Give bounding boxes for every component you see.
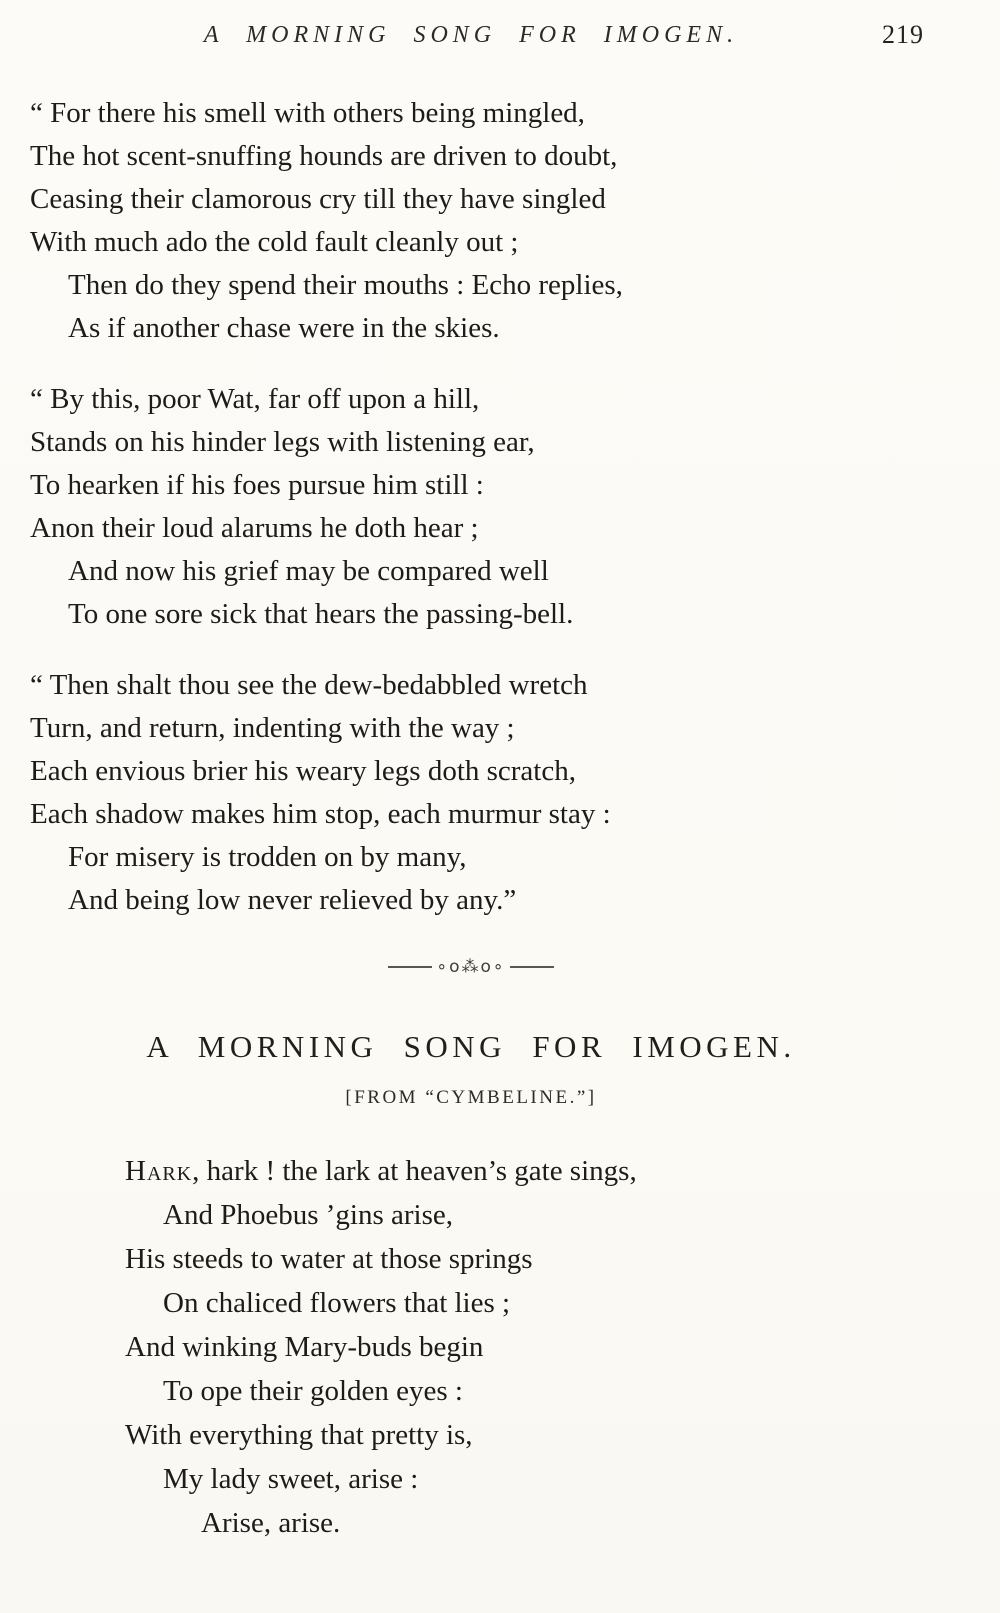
section-source-note: [FROM “CYMBELINE.”] <box>345 1087 597 1109</box>
stanza-2 <box>30 378 912 636</box>
poem-line: For misery is trodden on by many, <box>68 841 467 873</box>
poem-line: And being low never relieved by any.” <box>68 884 517 916</box>
poem-line: Anon their loud alarums he doth hear ; <box>30 512 479 544</box>
divider-rule-left <box>388 966 432 968</box>
poem-line: The hot scent-snuffing hounds are driven to doubt, <box>30 140 618 172</box>
poem-line <box>125 1149 912 1193</box>
running-title: A MORNING SONG FOR IMOGEN. <box>203 22 739 48</box>
song-poem <box>30 1149 912 1545</box>
section-title: A MORNING SONG FOR IMOGEN. <box>146 1029 796 1065</box>
small-caps-opening-word: Hark <box>125 1155 193 1188</box>
poem-line: Each shadow makes him stop, each murmur stay : <box>30 798 611 830</box>
poem-line: My lady sweet, arise : <box>163 1463 419 1496</box>
poem-line: Turn, and return, indenting with the way ; <box>30 712 515 744</box>
poem-line-rest: , hark ! the lark at heaven’s gate sings, <box>192 1155 637 1188</box>
poem-line: Ceasing their clamorous cry till they have singled <box>30 183 606 215</box>
poem-line: With much ado the cold fault cleanly out ; <box>30 226 519 258</box>
poem-line: As if another chase were in the skies. <box>68 312 500 344</box>
poem-line: On chaliced flowers that lies ; <box>163 1287 511 1320</box>
poem-line: “ For there his smell with others being mingled, <box>30 97 585 129</box>
poem-line: With everything that pretty is, <box>125 1419 473 1452</box>
page-header <box>30 16 924 60</box>
poem-line: To hearken if his foes pursue him still : <box>30 469 484 501</box>
poem-line: Stands on his hinder legs with listening ear, <box>30 426 535 458</box>
poem-line: Arise, arise. <box>201 1507 341 1540</box>
stanza-1 <box>30 92 912 350</box>
poem-line: To ope their golden eyes : <box>163 1375 463 1408</box>
poem-line: His steeds to water at those springs <box>125 1243 533 1276</box>
poem-line: “ By this, poor Wat, far off upon a hill, <box>30 383 480 415</box>
stanza-3 <box>30 664 912 922</box>
poem-line: “ Then shalt thou see the dew-bedabbled wretch <box>30 669 588 701</box>
poem-line: And Phoebus ’gins arise, <box>163 1199 453 1232</box>
divider-ornament: ∘o⁂o∘ <box>436 957 506 978</box>
page-number: 219 <box>882 20 924 49</box>
poem-line: Then do they spend their mouths : Echo replies, <box>68 269 623 301</box>
divider-rule-right <box>510 966 554 968</box>
poem-line: And winking Mary-buds begin <box>125 1331 484 1364</box>
poem-line: To one sore sick that hears the passing-bell. <box>68 598 574 630</box>
section-divider <box>30 956 912 977</box>
poem-line: Each envious brier his weary legs doth scratch, <box>30 755 576 787</box>
poem-stanzas <box>30 92 912 922</box>
poem-line: And now his grief may be compared well <box>68 555 549 587</box>
